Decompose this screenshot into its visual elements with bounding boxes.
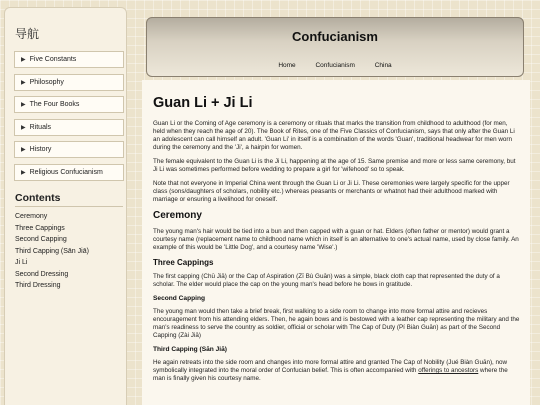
toc-item[interactable]: Second Capping	[15, 236, 67, 243]
triangle-right-icon: ▶	[21, 124, 26, 131]
section-heading-three-cappings: Three Cappings	[153, 258, 214, 267]
toc-item[interactable]: Ji Li	[15, 259, 28, 266]
toc-item[interactable]: Second Dressing	[15, 270, 69, 278]
page-title: Guan Li + Ji Li	[153, 95, 253, 111]
nav-link-home[interactable]: Home	[278, 62, 296, 69]
top-nav	[147, 62, 523, 69]
triangle-right-icon: ▶	[21, 147, 26, 153]
intro-paragraph: Guan Li or the Coming of Age ceremony is a ceremony or rituals that marks the transition from childhood to adulthood (for men, held when they reach the age of 20). The Book of Rites, one of the Five Classics of Confucianism, says that only after the Guan Li an adolescent can call himself an adult. 'Guan Li' in itself is a combination of the words 'Guan', traditional headwear for men worn during the ceremony and the 'Ji', a hairpin for women.	[153, 120, 515, 151]
sidebar-item-philosophy[interactable]: ▶ Philosophy	[14, 74, 124, 91]
nav-link-china[interactable]: China	[374, 62, 392, 69]
triangle-right-icon: ▶	[21, 169, 26, 176]
nav-list	[14, 51, 124, 186]
third-capping-paragraph: He again retreats into the side room and changes into more formal attire and granted The Cap of Nobility (Jué Biàn Guān), now symbolically integrated into the moral order of Confucian belief. This is often accompanied with offerings to ancestors where the man is finally given his courtesy name.	[153, 359, 508, 382]
site-title: Confucianism	[292, 29, 378, 44]
ceremony-paragraph: The young man's hair would be tied into a bun and then capped with a guan or hat. Elders (often father or mentor) would grant a courtesy name (replacement name to childhood name which in itself is an alternative to one's actual name, used by close family. An example of this would be 'Little Dog', and a courtesy name 'Wise'.)	[153, 228, 519, 251]
toc-item[interactable]: Third Capping (Sān Jiā)	[15, 247, 89, 255]
intro-paragraph: Note that not everyone in Imperial China went through the Guan Li or Ji Li. These ceremonies were largely specific for the upper class (sons/daughters of scholars, nobility etc.) whereas peasants or merchants or whatnot had their adulthood marked with marriage or ensuring a livelihood for oneself.	[153, 180, 510, 203]
section-heading-ceremony: Ceremony	[153, 210, 202, 221]
sidebar-item-history[interactable]: ▶ History	[14, 141, 124, 158]
three-cappings-paragraph: The first capping (Chū Jiā) or the Cap of Aspiration (Zī Bù Guān) was a simple, black cloth cap that represented the duty of a scholar. The elder would place the cap on the young man's head before he bows in gratitude.	[153, 273, 500, 288]
toc-item[interactable]: Third Dressing	[15, 282, 61, 289]
contents-title: Contents	[15, 192, 61, 204]
section-heading-third-capping: Third Capping (Sān Jiā)	[153, 346, 227, 353]
sidebar-item-four-books[interactable]: ▶ The Four Books	[14, 96, 124, 113]
nav-link-confucianism[interactable]: Confucianism	[315, 62, 355, 69]
sidebar	[4, 7, 127, 405]
offerings-link[interactable]: offerings to ancestors	[418, 367, 479, 374]
site-header	[146, 17, 524, 77]
sidebar-item-religious-confucianism[interactable]: ▶ Religious Confucianism	[14, 164, 124, 181]
contents-list	[15, 211, 89, 292]
divider	[15, 206, 123, 207]
second-capping-paragraph: The young man would then take a brief break, first walking to a side room to change into more formal attire and recieves encouragement from his attending elders. Then, he again bows and is bestowed with a leather cap representing the military and the man's readiness to serve the country as soldier, official or scholar with The Cap of Duty (Pí Biàn Guān) as part of the Second Capping (Zài Jiā)	[153, 308, 520, 339]
intro-paragraph: The female equivalent to the Guan Li is the Ji Li, happening at the age of 15. Same premise and more or less same ceremony, but Ji Li was sometimes performed before wedding to prepare a girl for 'wifehood' so to speak.	[153, 158, 516, 173]
toc-item[interactable]: Ceremony	[15, 213, 48, 220]
sidebar-item-five-constants[interactable]: ▶ Five Constants	[14, 51, 124, 68]
main-content	[142, 80, 530, 405]
nav-title: 导航	[15, 27, 40, 41]
section-heading-second-capping: Second Capping	[153, 295, 206, 302]
toc-item[interactable]: Three Cappings	[15, 224, 65, 232]
triangle-right-icon: ▶	[21, 57, 26, 63]
triangle-right-icon: ▶	[21, 102, 26, 108]
sidebar-item-rituals[interactable]: ▶ Rituals	[14, 119, 124, 136]
triangle-right-icon: ▶	[21, 79, 26, 86]
